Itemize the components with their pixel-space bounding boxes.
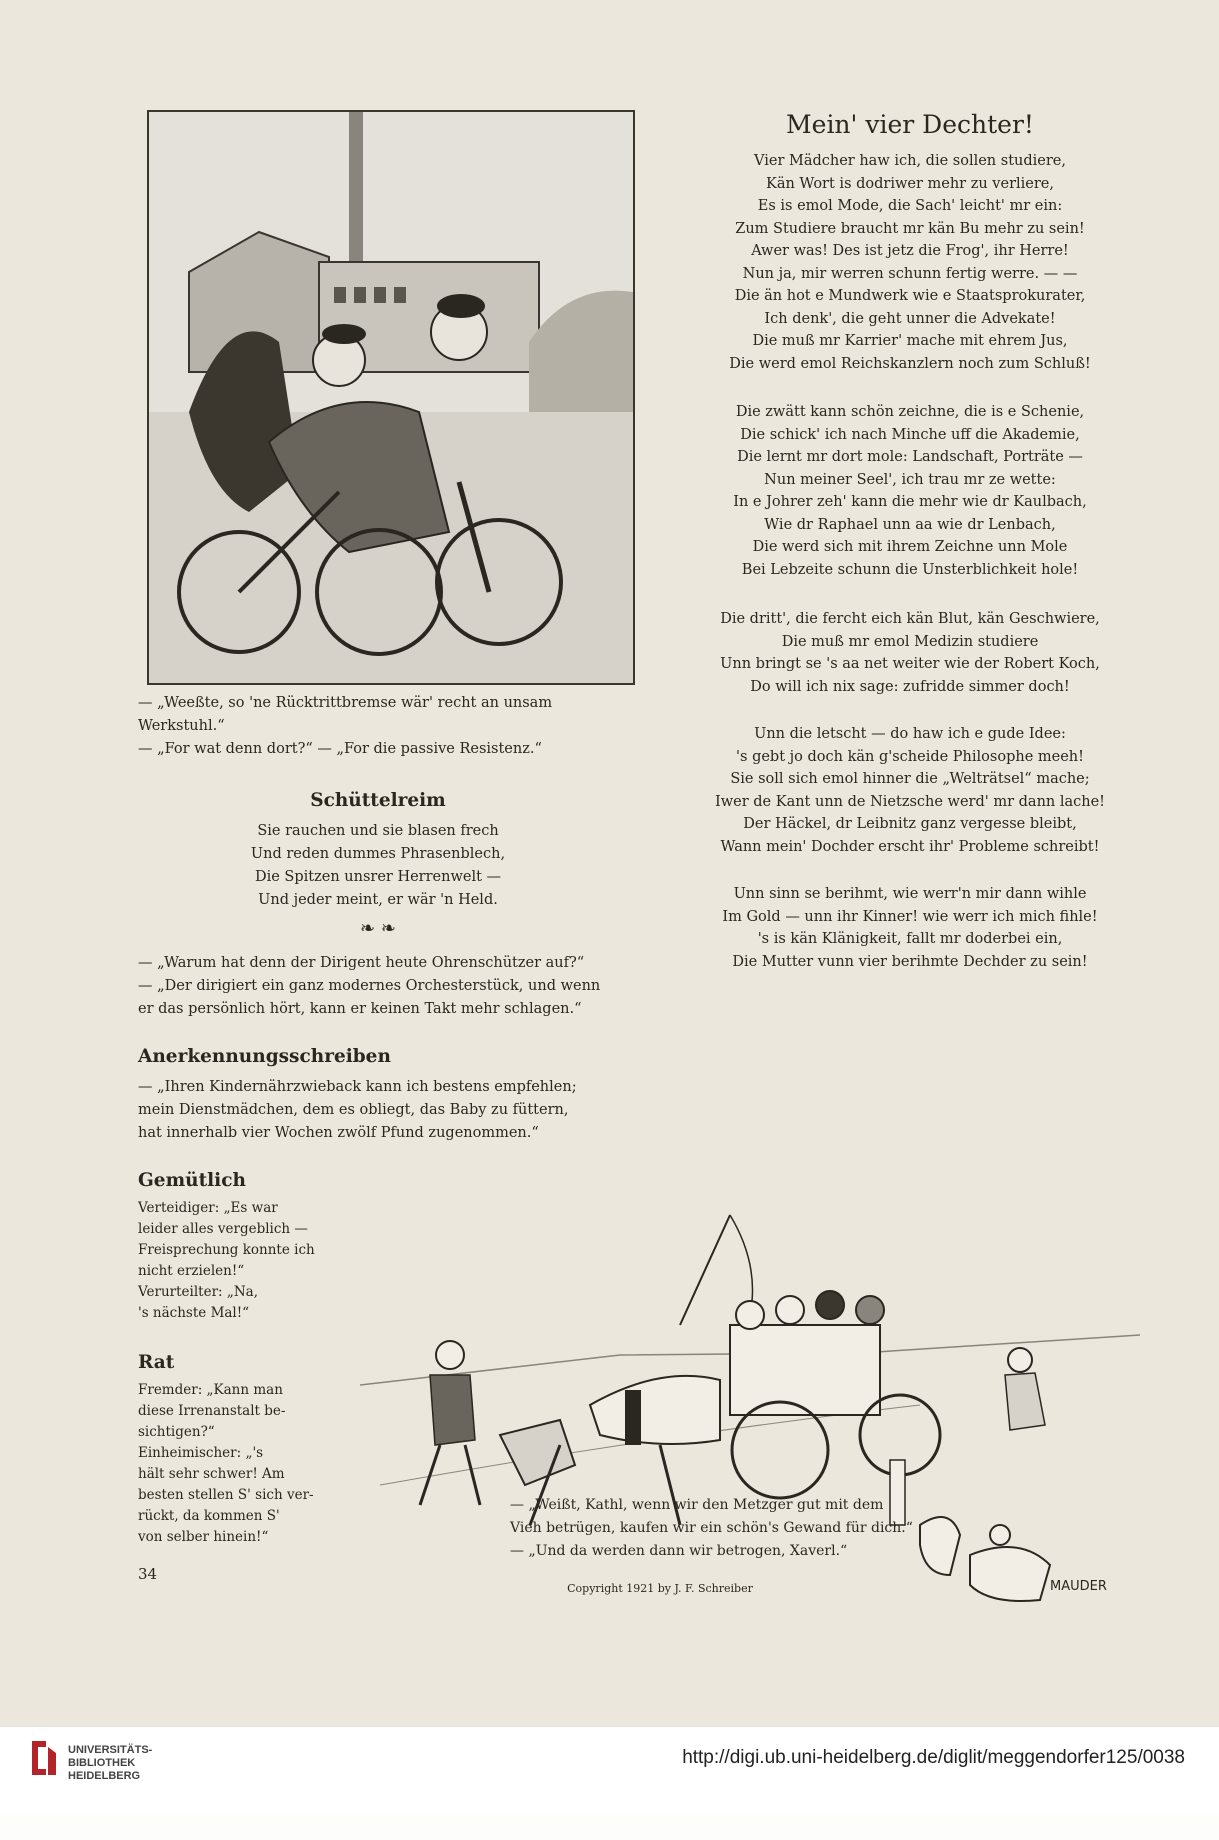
- poem-line: Im Gold — unn ihr Kinner! wie werr ich mich fihle!: [722, 908, 1098, 925]
- cyclists-caption: [138, 692, 638, 761]
- gemuetlich-text: [138, 1198, 338, 1324]
- text-line: — „Ihren Kindernährzwieback kann ich bestens empfehlen;: [138, 1079, 577, 1095]
- gemuetlich-title: Gemütlich: [138, 1170, 246, 1191]
- poem-line: In e Johrer zeh' kann die mehr wie dr Kaulbach,: [733, 494, 1087, 510]
- poem-line: Die schick' ich nach Minche uff die Akademie,: [740, 426, 1080, 443]
- dirigent-joke: [138, 952, 638, 1021]
- poem-line: Unn bringt se 's aa net weiter wie der Robert Koch,: [720, 656, 1100, 672]
- text-line: sichtigen?“: [138, 1424, 215, 1440]
- logo-line: BIBLIOTHEK: [68, 1757, 136, 1769]
- logo-line: HEIDELBERG: [68, 1770, 141, 1782]
- poem-line: 's gebt jo doch kän g'scheide Philosophe meeh!: [736, 748, 1084, 765]
- poem-line: Der Häckel, dr Leibnitz ganz vergesse bleibt,: [743, 816, 1077, 832]
- text-line: leider alles vergeblich —: [138, 1221, 308, 1237]
- poem-line: Und reden dummes Phrasenblech,: [250, 846, 506, 862]
- library-footer: [0, 1726, 1219, 1815]
- digitization-url-link[interactable]: http://digi.ub.uni-heidelberg.de/diglit/meggendorfer125/0038: [682, 1747, 1185, 1768]
- joke-line: — „Warum hat denn der Dirigent heute Ohrenschützer auf?“: [138, 955, 585, 971]
- poem-line: Kän Wort is dodriwer mehr zu verliere,: [765, 175, 1054, 192]
- cart-caption: [510, 1494, 1030, 1563]
- text-line: Verteidiger: „Es war: [138, 1200, 278, 1216]
- joke-line: er das persönlich hört, kann er keinen Takt mehr schlagen.“: [138, 1001, 582, 1017]
- poem-line: Es is emol Mode, die Sach' leicht' mr ein:: [757, 198, 1063, 214]
- page-number: 34: [138, 1565, 158, 1583]
- text-line: Fremder: „Kann man: [138, 1382, 283, 1398]
- poem-line: Und jeder meint, er wär 'n Held.: [258, 892, 498, 908]
- poem-line: Unn die letscht — do haw ich e gude Idee:: [754, 726, 1066, 742]
- rat-title: Rat: [138, 1352, 175, 1373]
- poem-line: Unn sinn se berihmt, wie werr'n mir dann wihle: [733, 886, 1087, 902]
- text-line: rückt, da kommen S': [138, 1508, 280, 1524]
- text-line: Freisprechung konnte ich: [138, 1242, 315, 1258]
- poem-line: Wann mein' Dochder erscht ihr' Probleme schreibt!: [720, 838, 1100, 855]
- caption-line: — „Weeßte, so 'ne Rücktrittbremse wär' recht an unsam: [138, 695, 553, 711]
- poem-line: Die Mutter vunn vier berihmte Dechder zu sein!: [732, 953, 1088, 970]
- poem-line: Sie soll sich emol hinner die „Welträtsel“ mache;: [730, 771, 1090, 787]
- ornament: ❧ ❧: [360, 918, 396, 939]
- logo-line: UNIVERSITÄTS-: [68, 1744, 153, 1756]
- poem-line: Ich denk', die geht unner die Advekate!: [764, 310, 1056, 327]
- poem-line: Bei Lebzeite schunn die Unsterblichkeit hole!: [741, 561, 1079, 578]
- text-line: Einheimischer: „'s: [138, 1445, 264, 1461]
- schuettelreim-title: Schüttelreim: [310, 790, 446, 811]
- text-line: von selber hinein!“: [138, 1529, 269, 1545]
- library-name: [68, 1744, 152, 1783]
- joke-line: — „Der dirigiert ein ganz modernes Orchesterstück, und wenn: [138, 978, 601, 994]
- cart-illustration: [360, 1040, 1140, 1840]
- poem-title: Mein' vier Dechter!: [786, 110, 1034, 139]
- cyclists-illustration: [147, 110, 635, 685]
- text-line: Verurteilter: „Na,: [138, 1284, 259, 1300]
- poem-line: Iwer de Kant unn de Nietzsche werd' mr dann lache!: [715, 793, 1105, 810]
- poem-stanza-5: [680, 883, 1140, 973]
- caption-line: — „For wat denn dort?“ — „For die passive Resistenz.“: [138, 741, 542, 757]
- text-line: diese Irrenanstalt be-: [138, 1403, 286, 1419]
- text-line: besten stellen S' sich ver-: [138, 1487, 314, 1503]
- poem-line: 's is kän Klänigkeit, fallt mr doderbei ein,: [757, 931, 1063, 947]
- poem-line: Die muß mr emol Medizin studiere: [781, 633, 1039, 650]
- poem-line: Die werd sich mit ihrem Zeichne unn Mole: [752, 539, 1068, 555]
- poem-line: Wie dr Raphael unn aa wie dr Lenbach,: [764, 516, 1056, 533]
- poem-stanza-3: [680, 608, 1140, 698]
- library-logo-icon: [28, 1739, 60, 1777]
- poem-line: Die muß mr Karrier' mache mit ehrem Jus,: [752, 333, 1068, 349]
- caption-line: — „Weißt, Kathl, wenn wir den Metzger gut mit dem: [510, 1497, 884, 1513]
- poem-stanza-2: [680, 401, 1140, 581]
- poem-stanza-1: [680, 150, 1140, 375]
- poem-line: Sie rauchen und sie blasen frech: [257, 823, 499, 839]
- anerkennung-title: Anerkennungsschreiben: [138, 1046, 391, 1067]
- poem-line: Nun ja, mir werren schunn fertig werre. — —: [742, 265, 1078, 282]
- poem-line: Die än hot e Mundwerk wie e Staatsprokurater,: [734, 288, 1086, 304]
- copyright: Copyright 1921 by J. F. Schreiber: [567, 1582, 753, 1595]
- caption-line: Werkstuhl.“: [138, 718, 225, 734]
- rat-text: [138, 1380, 338, 1548]
- poem-line: Nun meiner Seel', ich trau mr ze wette:: [764, 471, 1056, 488]
- poem-line: Vier Mädcher haw ich, die sollen studiere,: [754, 153, 1066, 169]
- text-line: mein Dienstmädchen, dem es obliegt, das Baby zu füttern,: [138, 1102, 569, 1118]
- poem-stanza-4: [680, 723, 1140, 858]
- poem-line: Die Spitzen unsrer Herrenwelt —: [254, 869, 502, 885]
- poem-line: Awer was! Des ist jetz die Frog', ihr Herre!: [751, 243, 1069, 259]
- poem-line: Die zwätt kann schön zeichne, die is e Schenie,: [735, 404, 1085, 420]
- artist-signature: MAUDER: [1050, 1579, 1107, 1594]
- caption-line: Vieh betrügen, kaufen wir ein schön's Gewand für dich.“: [510, 1520, 913, 1536]
- poem-line: Do will ich nix sage: zufridde simmer doch!: [750, 678, 1070, 695]
- poem-line: Die lernt mr dort mole: Landschaft, Porträte —: [737, 449, 1083, 465]
- text-line: hat innerhalb vier Wochen zwölf Pfund zugenommen.“: [138, 1125, 539, 1141]
- poem-line: Die dritt', die fercht eich kän Blut, kän Geschwiere,: [720, 611, 1100, 627]
- text-line: 's nächste Mal!“: [138, 1305, 250, 1321]
- text-line: nicht erzielen!“: [138, 1263, 245, 1279]
- poem-line: Zum Studiere braucht mr kän Bu mehr zu sein!: [735, 220, 1085, 237]
- text-line: hält sehr schwer! Am: [138, 1466, 285, 1482]
- schuettelreim-poem: [138, 820, 618, 912]
- caption-line: — „Und da werden dann wir betrogen, Xaverl.“: [510, 1543, 848, 1559]
- cyclists-drawing: [149, 112, 633, 683]
- poem-line: Die werd emol Reichskanzlern noch zum Schluß!: [729, 355, 1091, 372]
